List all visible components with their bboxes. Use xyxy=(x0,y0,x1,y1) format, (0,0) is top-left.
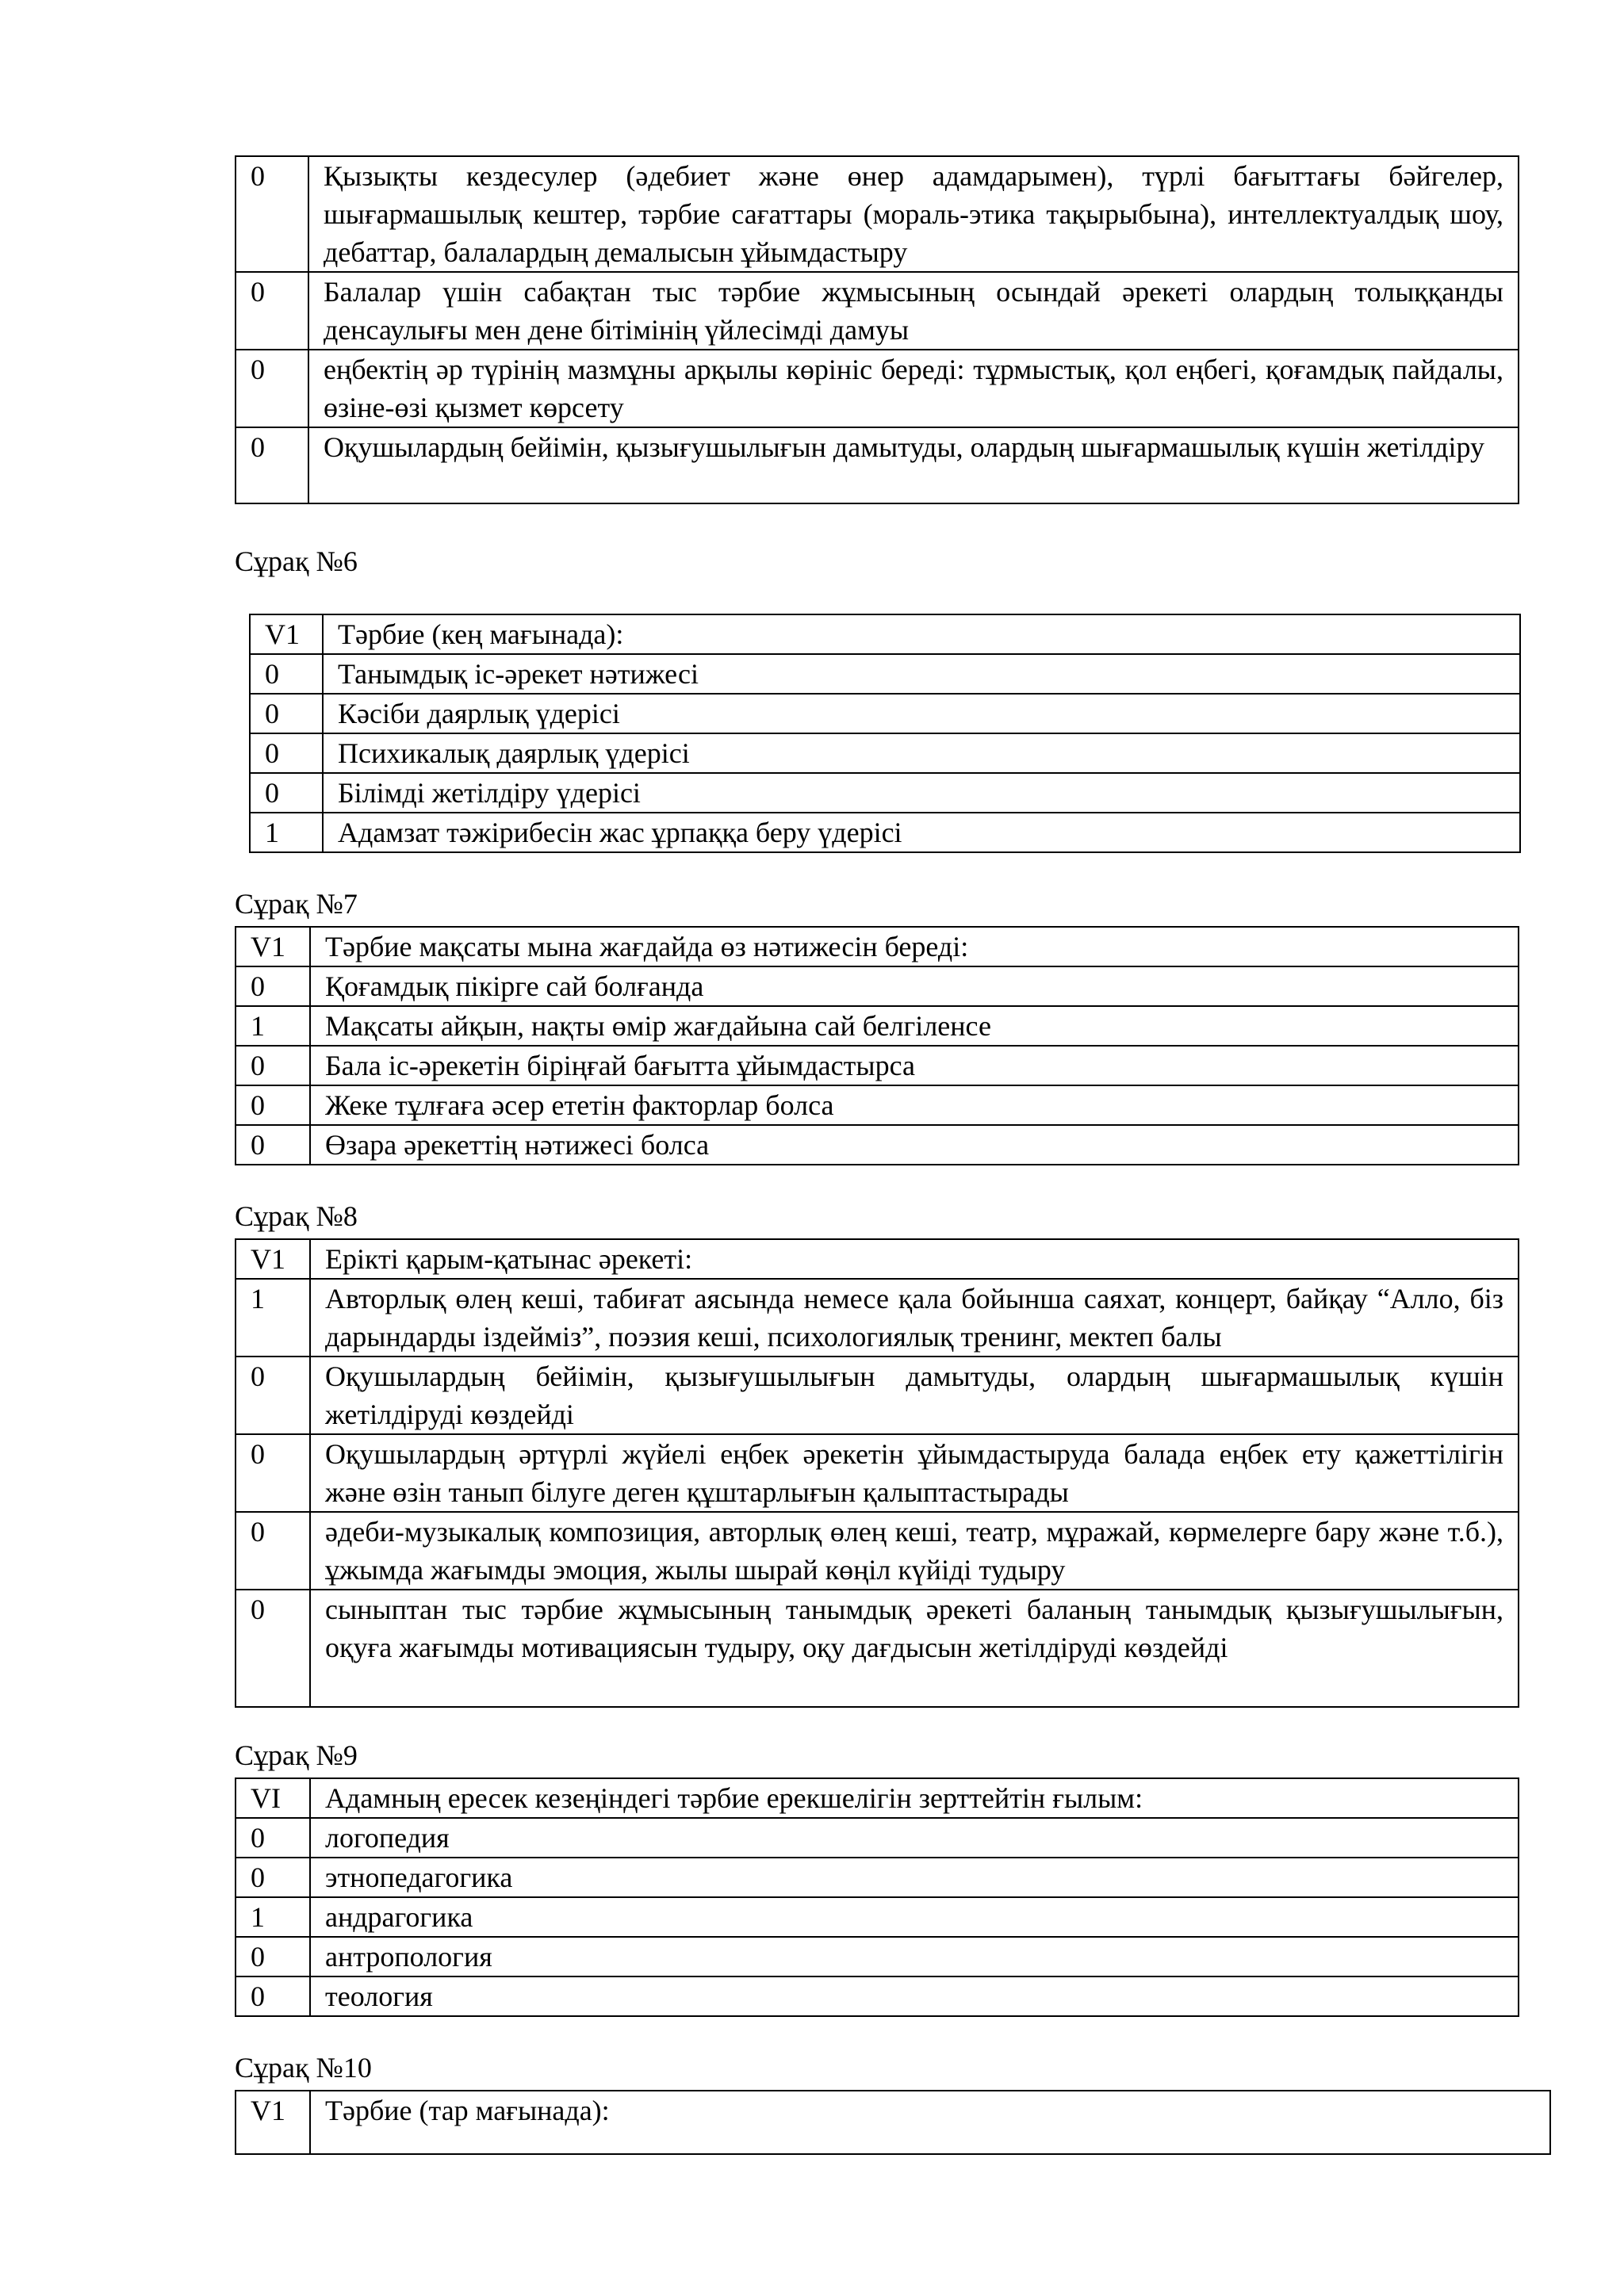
row-text: Қызықты кездесулер (әдебиет және өнер адамдарымен), түрлі бағыттағы бәйгелер, шығармашылық кештер, тәрбие сағаттары (мораль-этика тақырыбына), интеллектуалдық шоу, дебаттар, балалардың демалысын ұйымдастыру xyxy=(308,156,1519,272)
row-key: 0 xyxy=(236,1085,310,1125)
question-heading: Сұрақ №9 xyxy=(235,1739,358,1771)
question-heading: Сұрақ №8 xyxy=(235,1200,358,1232)
row-text: Авторлық өлең кеші, табиғат аясында немесе қала бойынша саяхат, концерт, байқау “Алло, біз дарындарды іздейміз”, поэзия кеші, психологиялық тренинг, мектеп балы xyxy=(310,1279,1519,1357)
table-row xyxy=(236,1818,1519,1858)
row-text: Жеке тұлғаға әсер ететін факторлар болса xyxy=(310,1085,1519,1125)
row-text: антропология xyxy=(310,1937,1519,1976)
table-row xyxy=(236,966,1519,1006)
row-text: Психикалық даярлық үдерісі xyxy=(323,733,1520,773)
row-text: андрагогика xyxy=(310,1897,1519,1937)
row-text: еңбектің әр түрінің мазмұны арқылы көрініс береді: тұрмыстық, қол еңбегі, қоғамдық пайдалы, өзіне-өзі қызмет көрсету xyxy=(308,350,1519,427)
row-key: V1 xyxy=(236,1239,310,1279)
row-text: Оқушылардың бейімін, қызығушылығын дамытуды, олардың шығармашылық күшін жетілдіруді көздейді xyxy=(310,1357,1519,1434)
row-key: 0 xyxy=(236,350,308,427)
row-text: Оқушылардың бейімін, қызығушылығын дамытуды, олардың шығармашылық күшін жетілдіру xyxy=(308,427,1519,503)
answer-table-q8 xyxy=(235,1238,1519,1708)
table-row xyxy=(236,1046,1519,1085)
table-row xyxy=(236,1976,1519,2016)
row-key: 0 xyxy=(250,733,323,773)
table-row xyxy=(236,1434,1519,1512)
row-text: Адамзат тәжірибесін жас ұрпаққа беру үдерісі xyxy=(323,813,1520,852)
row-key: 0 xyxy=(250,654,323,694)
row-text: Танымдық іс-әрекет нәтижесі xyxy=(323,654,1520,694)
row-key: V1 xyxy=(236,2091,310,2154)
table-row xyxy=(236,1279,1519,1357)
row-key: 1 xyxy=(236,1006,310,1046)
answer-table-top xyxy=(235,155,1519,504)
question-heading: Сұрақ №10 xyxy=(235,2052,372,2084)
table-row xyxy=(236,1897,1519,1937)
table-row xyxy=(250,773,1520,813)
row-text: логопедия xyxy=(310,1818,1519,1858)
answer-table-q10 xyxy=(235,2090,1551,2155)
row-key: 0 xyxy=(236,1512,310,1590)
row-text: этнопедагогика xyxy=(310,1858,1519,1897)
row-key: VI xyxy=(236,1778,310,1818)
table-row xyxy=(250,654,1520,694)
table-row xyxy=(236,1937,1519,1976)
question-heading: Сұрақ №6 xyxy=(235,545,358,577)
row-key: 0 xyxy=(250,694,323,733)
row-text: Өзара әрекеттің нәтижесі болса xyxy=(310,1125,1519,1165)
table-row xyxy=(236,927,1519,966)
row-text: сыныптан тыс тәрбие жұмысының танымдық әрекеті баланың танымдық қызығушылығын, оқуға жағымды мотивациясын тудыру, оқу дағдысын жетілдіруді көздейді xyxy=(310,1590,1519,1707)
row-key: 0 xyxy=(236,272,308,350)
row-text: Тәрбие (тар мағынада): xyxy=(310,2091,1550,2154)
row-key: 0 xyxy=(236,1937,310,1976)
table-row xyxy=(236,1858,1519,1897)
answer-table-q9 xyxy=(235,1777,1519,2017)
row-key: 1 xyxy=(250,813,323,852)
table-row xyxy=(250,813,1520,852)
table-row xyxy=(236,1590,1519,1707)
table-row xyxy=(236,1357,1519,1434)
table-row xyxy=(236,272,1519,350)
question-heading: Сұрақ №7 xyxy=(235,888,358,920)
table-row xyxy=(236,350,1519,427)
row-text: Балалар үшін сабақтан тыс тәрбие жұмысының осындай әрекеті олардың толыққанды денсаулығы мен дене бітімінің үйлесімді дамуы xyxy=(308,272,1519,350)
row-key: 1 xyxy=(236,1897,310,1937)
table-row xyxy=(236,1239,1519,1279)
table-row xyxy=(236,2091,1550,2154)
row-key: 0 xyxy=(236,1125,310,1165)
row-text: Қоғамдық пікірге сай болғанда xyxy=(310,966,1519,1006)
row-key: 0 xyxy=(236,1590,310,1707)
table-row xyxy=(236,156,1519,272)
table-row xyxy=(250,733,1520,773)
table-row xyxy=(250,614,1520,654)
row-key: 0 xyxy=(236,1046,310,1085)
row-key: 0 xyxy=(236,1434,310,1512)
table-row xyxy=(236,1006,1519,1046)
row-key: 0 xyxy=(236,1858,310,1897)
row-text: Мақсаты айқын, нақты өмір жағдайына сай белгіленсе xyxy=(310,1006,1519,1046)
row-text: Тәрбие мақсаты мына жағдайда өз нәтижесін береді: xyxy=(310,927,1519,966)
row-key: V1 xyxy=(250,614,323,654)
answer-table-q6 xyxy=(249,614,1521,853)
row-text: Бала іс-әрекетін біріңғай бағытта ұйымдастырса xyxy=(310,1046,1519,1085)
row-key: 0 xyxy=(236,427,308,503)
row-text: Кәсіби даярлық үдерісі xyxy=(323,694,1520,733)
row-text: Білімді жетілдіру үдерісі xyxy=(323,773,1520,813)
table-row xyxy=(236,1085,1519,1125)
row-key: V1 xyxy=(236,927,310,966)
row-text: Ерікті қарым-қатынас әрекеті: xyxy=(310,1239,1519,1279)
row-key: 0 xyxy=(236,1976,310,2016)
row-text: Оқушылардың әртүрлі жүйелі еңбек әрекетін ұйымдастыруда балада еңбек ету қажеттілігін және өзін танып білуге деген құштарлығын қалыптастырады xyxy=(310,1434,1519,1512)
row-text: Адамның ересек кезеңіндегі тәрбие ерекшелігін зерттейтін ғылым: xyxy=(310,1778,1519,1818)
row-key: 1 xyxy=(236,1279,310,1357)
row-text: Тәрбие (кең мағынада): xyxy=(323,614,1520,654)
row-text: теология xyxy=(310,1976,1519,2016)
table-row xyxy=(236,1512,1519,1590)
row-key: 0 xyxy=(236,1818,310,1858)
table-row xyxy=(236,1778,1519,1818)
row-key: 0 xyxy=(236,966,310,1006)
table-row xyxy=(236,1125,1519,1165)
answer-table-q7 xyxy=(235,926,1519,1165)
table-row xyxy=(250,694,1520,733)
row-text: әдеби-музыкалық композиция, авторлық өлең кеші, театр, мұражай, көрмелерге бару және т.б.), ұжымда жағымды эмоция, жылы шырай көңіл күйіді тудыру xyxy=(310,1512,1519,1590)
row-key: 0 xyxy=(236,1357,310,1434)
row-key: 0 xyxy=(250,773,323,813)
row-key: 0 xyxy=(236,156,308,272)
table-row xyxy=(236,427,1519,503)
